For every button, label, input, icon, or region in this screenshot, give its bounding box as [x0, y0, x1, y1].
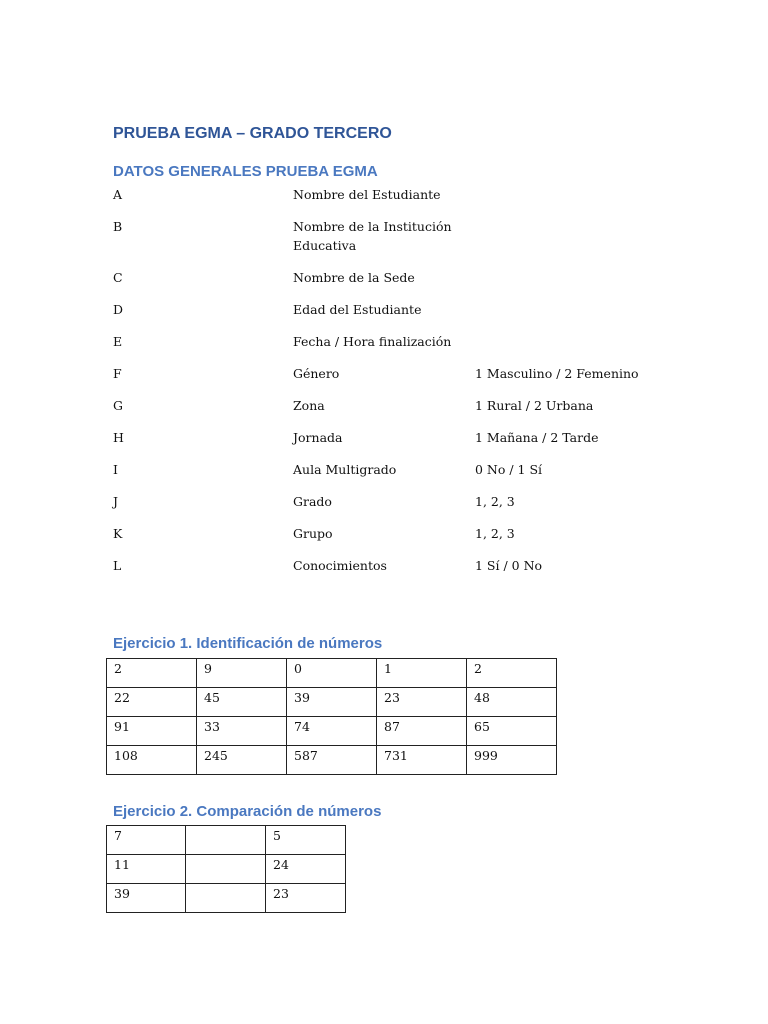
- datos-row-letter: A: [113, 187, 123, 202]
- datos-row-letter: G: [113, 398, 123, 413]
- datos-row-field: Grupo: [293, 526, 333, 541]
- section-title-datos-generales: DATOS GENERALES PRUEBA EGMA: [113, 163, 378, 180]
- ejercicio1-cell: 2: [107, 659, 197, 688]
- ejercicio2-cell: 5: [266, 826, 346, 855]
- ejercicio1-cell: 245: [197, 746, 287, 775]
- ejercicio2-cell: 23: [266, 884, 346, 913]
- ejercicio1-row: [107, 659, 557, 688]
- datos-row-field: Jornada: [293, 430, 343, 445]
- ejercicio2-cell: 11: [107, 855, 186, 884]
- ejercicio1-cell: 87: [377, 717, 467, 746]
- ejercicio2-table: [106, 825, 346, 913]
- ejercicio1-cell: 23: [377, 688, 467, 717]
- ejercicio1-cell: 39: [287, 688, 377, 717]
- datos-row-letter: C: [113, 270, 123, 285]
- datos-row-code: 1 Rural / 2 Urbana: [475, 398, 594, 413]
- ejercicio2-comparison-blank[interactable]: [186, 855, 266, 884]
- datos-row-letter: H: [113, 430, 124, 445]
- datos-row-field: Edad del Estudiante: [293, 302, 422, 317]
- datos-row-code: 1, 2, 3: [475, 526, 515, 541]
- ejercicio1-cell: 91: [107, 717, 197, 746]
- datos-row-letter: I: [113, 462, 118, 477]
- document-title: PRUEBA EGMA – GRADO TERCERO: [113, 125, 392, 142]
- datos-row-letter: L: [113, 558, 122, 573]
- ejercicio2-title: Ejercicio 2. Comparación de números: [113, 803, 382, 820]
- datos-row-field: Género: [293, 366, 340, 381]
- ejercicio1-row: [107, 746, 557, 775]
- datos-row-field: Fecha / Hora finalización: [293, 334, 452, 349]
- ejercicio1-cell: 731: [377, 746, 467, 775]
- datos-row-letter: K: [113, 526, 123, 541]
- ejercicio1-cell: 65: [467, 717, 557, 746]
- ejercicio2-cell: 7: [107, 826, 186, 855]
- ejercicio1-cell: 48: [467, 688, 557, 717]
- datos-row-letter: D: [113, 302, 124, 317]
- ejercicio1-row: [107, 717, 557, 746]
- datos-row-code: 1 Sí / 0 No: [475, 558, 543, 573]
- datos-row-letter: B: [113, 219, 123, 234]
- datos-row-field: Conocimientos: [293, 558, 387, 573]
- ejercicio2-cell: 39: [107, 884, 186, 913]
- ejercicio1-cell: 33: [197, 717, 287, 746]
- ejercicio1-row: [107, 688, 557, 717]
- datos-row-code: 1 Masculino / 2 Femenino: [475, 366, 639, 381]
- ejercicio1-cell: 9: [197, 659, 287, 688]
- datos-row-field: Zona: [293, 398, 325, 413]
- datos-row-field: Nombre de la Sede: [293, 270, 415, 285]
- ejercicio1-table: [106, 658, 557, 775]
- ejercicio1-cell: 22: [107, 688, 197, 717]
- ejercicio2-comparison-blank[interactable]: [186, 826, 266, 855]
- datos-row-code: 0 No / 1 Sí: [475, 462, 543, 477]
- ejercicio2-row: [107, 855, 346, 884]
- datos-row-field: Nombre de la Institución Educativa: [293, 219, 452, 253]
- ejercicio2-row: [107, 826, 346, 855]
- ejercicio1-cell: 45: [197, 688, 287, 717]
- ejercicio1-cell: 587: [287, 746, 377, 775]
- datos-row-field: Aula Multigrado: [293, 462, 397, 477]
- datos-row-field: Grado: [293, 494, 332, 509]
- ejercicio1-title: Ejercicio 1. Identificación de números: [113, 635, 383, 652]
- ejercicio1-cell: 74: [287, 717, 377, 746]
- ejercicio2-cell: 24: [266, 855, 346, 884]
- ejercicio1-cell: 0: [287, 659, 377, 688]
- ejercicio1-cell: 2: [467, 659, 557, 688]
- ejercicio1-cell: 108: [107, 746, 197, 775]
- ejercicio2-row: [107, 884, 346, 913]
- ejercicio1-cell: 999: [467, 746, 557, 775]
- ejercicio2-comparison-blank[interactable]: [186, 884, 266, 913]
- datos-row-code: 1, 2, 3: [475, 494, 515, 509]
- datos-row-letter: F: [113, 366, 122, 381]
- datos-row-letter: J: [113, 494, 119, 509]
- datos-row-code: 1 Mañana / 2 Tarde: [475, 430, 599, 445]
- datos-row-field: Nombre del Estudiante: [293, 187, 441, 202]
- ejercicio1-cell: 1: [377, 659, 467, 688]
- datos-row-letter: E: [113, 334, 123, 349]
